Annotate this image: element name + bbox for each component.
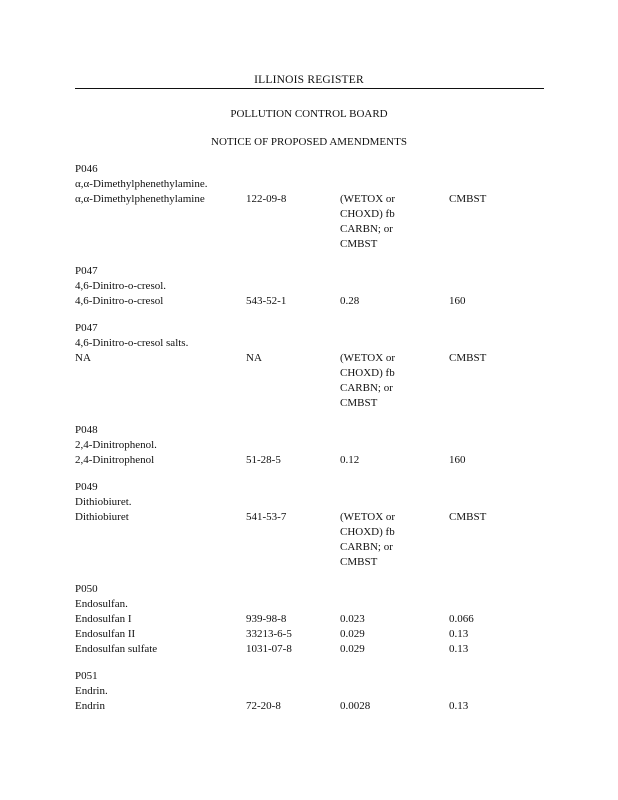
waste-entry [75,480,555,570]
waste-code: P050 [75,583,98,595]
constituent-row [75,510,555,570]
cas-number: 122-09-8 [246,193,287,205]
constituent-name: 2,4-Dinitrophenol [75,454,155,466]
wastewater-standard: (WETOX or CHOXD) fb CARBN; or CMBST [340,511,396,568]
wastewater-standard: (WETOX or CHOXD) fb CARBN; or CMBST [340,352,396,409]
cas-number: 33213-6-5 [246,628,292,640]
group-name: Endosulfan. [75,598,128,610]
constituent-name: Endosulfan I [75,613,132,625]
group-name: 4,6-Dinitro-o-cresol salts. [75,337,189,349]
constituent-row [75,192,555,252]
waste-entry [75,669,555,714]
nonwastewater-standard: CMBST [449,352,487,364]
constituent-row [75,642,555,657]
group-name: 4,6-Dinitro-o-cresol. [75,280,167,292]
nonwastewater-standard: CMBST [449,193,487,205]
wastewater-standard: (WETOX or CHOXD) fb CARBN; or CMBST [340,193,396,250]
constituent-row [75,699,555,714]
constituent-row [75,453,555,468]
nonwastewater-standard: CMBST [449,511,487,523]
nonwastewater-standard: 0.066 [449,613,474,625]
nonwastewater-standard: 0.13 [449,628,469,640]
waste-entry [75,423,555,468]
nonwastewater-standard: 160 [449,454,466,466]
cas-number: 1031-07-8 [246,643,292,655]
group-name: Dithiobiuret. [75,496,132,508]
waste-code: P046 [75,163,98,175]
waste-code: P047 [75,265,98,277]
wastewater-standard: 0.023 [340,613,365,625]
cas-number: 51-28-5 [246,454,281,466]
waste-entry [75,321,555,411]
waste-code: P047 [75,322,98,334]
constituent-name: Endosulfan sulfate [75,643,158,655]
nonwastewater-standard: 160 [449,295,466,307]
cas-number: NA [246,352,262,364]
group-name: 2,4-Dinitrophenol. [75,439,157,451]
constituent-row [75,294,555,309]
waste-entry [75,162,555,252]
constituent-row [75,351,555,411]
cas-number: 72-20-8 [246,700,281,712]
constituent-name: 4,6-Dinitro-o-cresol [75,295,164,307]
wastewater-standard: 0.0028 [340,700,371,712]
waste-code-table [75,162,555,726]
nonwastewater-standard: 0.13 [449,643,469,655]
notice-title: NOTICE OF PROPOSED AMENDMENTS [211,136,407,148]
wastewater-standard: 0.029 [340,643,365,655]
waste-code: P051 [75,670,98,682]
cas-number: 939-98-8 [246,613,287,625]
wastewater-standard: 0.029 [340,628,365,640]
board-name: POLLUTION CONTROL BOARD [230,108,388,120]
register-title: ILLINOIS REGISTER [254,74,364,86]
cas-number: 543-52-1 [246,295,287,307]
waste-entry [75,264,555,309]
group-name: α,α-Dimethylphenethylamine. [75,178,208,190]
constituent-row [75,612,555,627]
constituent-name: α,α-Dimethylphenethylamine [75,193,205,205]
waste-entry [75,582,555,657]
constituent-name: Dithiobiuret [75,511,129,523]
wastewater-standard: 0.12 [340,454,360,466]
cas-number: 541-53-7 [246,511,287,523]
constituent-name: Endosulfan II [75,628,136,640]
group-name: Endrin. [75,685,108,697]
nonwastewater-standard: 0.13 [449,700,469,712]
wastewater-standard: 0.28 [340,295,360,307]
constituent-row [75,627,555,642]
header-rule [75,88,544,89]
constituent-name: Endrin [75,700,105,712]
waste-code: P049 [75,481,98,493]
constituent-name: NA [75,352,91,364]
waste-code: P048 [75,424,98,436]
